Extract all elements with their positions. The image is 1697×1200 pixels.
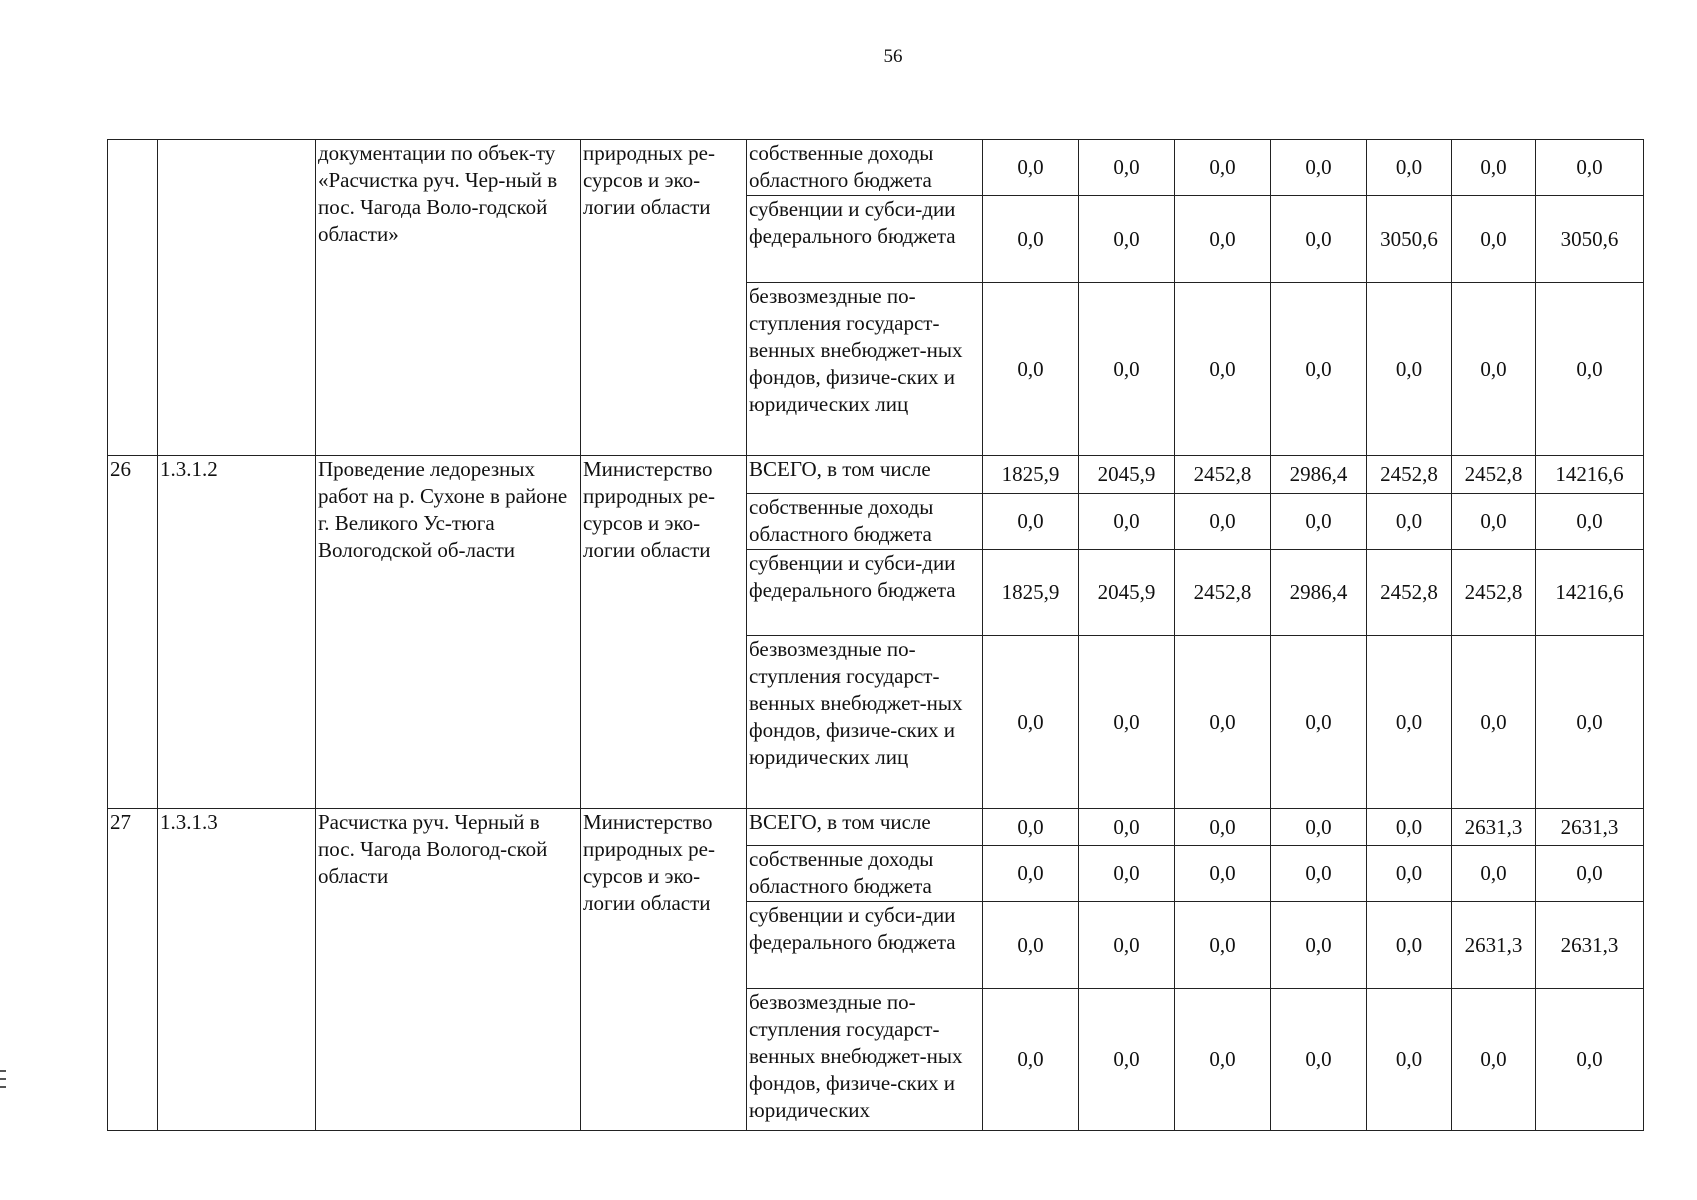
value-cell: 0,0 — [1175, 494, 1271, 550]
row-code-cell: 1.3.1.2 — [158, 456, 316, 809]
activity-name-cell: Расчистка руч. Черный в пос. Чагода Вологод-ской области — [316, 809, 581, 1131]
budget-table — [107, 139, 1644, 1131]
value-cell: 0,0 — [1367, 809, 1452, 846]
value-cell: 0,0 — [1271, 494, 1367, 550]
value-cell: 0,0 — [983, 283, 1079, 456]
value-cell: 0,0 — [983, 846, 1079, 902]
value-cell: 3050,6 — [1367, 196, 1452, 283]
value-cell: 0,0 — [1175, 140, 1271, 196]
value-cell: 2986,4 — [1271, 550, 1367, 636]
value-cell: 0,0 — [1452, 196, 1536, 283]
row-code-cell — [158, 140, 316, 456]
table-body — [108, 140, 1644, 1131]
value-cell: 0,0 — [1536, 989, 1644, 1131]
row-number-cell — [108, 140, 158, 456]
value-cell: 2045,9 — [1079, 456, 1175, 494]
scan-edge-mark — [0, 1086, 6, 1088]
value-cell: 2452,8 — [1367, 550, 1452, 636]
value-cell: 0,0 — [1536, 636, 1644, 809]
funding-source-cell: субвенции и субси-дии федерального бюджета — [747, 196, 983, 283]
value-cell: 0,0 — [1452, 140, 1536, 196]
table-row — [108, 456, 1644, 494]
value-cell: 0,0 — [1079, 809, 1175, 846]
value-cell: 0,0 — [1175, 846, 1271, 902]
funding-source-cell: ВСЕГО, в том числе — [747, 456, 983, 494]
value-cell: 2631,3 — [1452, 902, 1536, 989]
value-cell: 0,0 — [1175, 989, 1271, 1131]
value-cell: 0,0 — [1536, 283, 1644, 456]
value-cell: 0,0 — [1175, 902, 1271, 989]
value-cell: 0,0 — [1271, 140, 1367, 196]
value-cell: 2452,8 — [1452, 456, 1536, 494]
value-cell: 0,0 — [1271, 636, 1367, 809]
value-cell: 2452,8 — [1175, 550, 1271, 636]
value-cell: 0,0 — [1175, 636, 1271, 809]
row-number-cell: 26 — [108, 456, 158, 809]
value-cell: 0,0 — [1079, 989, 1175, 1131]
funding-source-cell: безвозмездные по-ступления государст-венных внебюджет-ных фондов, физиче-ских и юридических лиц — [747, 636, 983, 809]
value-cell: 0,0 — [1079, 846, 1175, 902]
value-cell: 2045,9 — [1079, 550, 1175, 636]
value-cell: 0,0 — [1079, 494, 1175, 550]
page-number: 56 — [883, 46, 903, 67]
value-cell: 0,0 — [983, 989, 1079, 1131]
value-cell: 0,0 — [1271, 846, 1367, 902]
value-cell: 0,0 — [1452, 846, 1536, 902]
value-cell: 0,0 — [1367, 902, 1452, 989]
value-cell: 2631,3 — [1536, 809, 1644, 846]
executor-cell: природных ре-сурсов и эко-логии области — [581, 140, 747, 456]
value-cell: 0,0 — [1452, 989, 1536, 1131]
executor-cell: Министерство природных ре-сурсов и эко-логии области — [581, 809, 747, 1131]
value-cell: 0,0 — [1367, 140, 1452, 196]
value-cell: 2631,3 — [1536, 902, 1644, 989]
value-cell: 0,0 — [1271, 809, 1367, 846]
value-cell: 0,0 — [1452, 283, 1536, 456]
value-cell: 0,0 — [1175, 809, 1271, 846]
scan-edge-mark — [0, 1078, 6, 1080]
value-cell: 2452,8 — [1452, 550, 1536, 636]
value-cell: 0,0 — [1271, 989, 1367, 1131]
value-cell: 0,0 — [1452, 494, 1536, 550]
funding-source-cell: безвозмездные по-ступления государст-венных внебюджет-ных фондов, физиче-ских и юридических — [747, 989, 983, 1131]
value-cell: 0,0 — [1536, 494, 1644, 550]
value-cell: 0,0 — [983, 196, 1079, 283]
row-number-cell: 27 — [108, 809, 158, 1131]
funding-source-cell: безвозмездные по-ступления государст-венных внебюджет-ных фондов, физиче-ских и юридических лиц — [747, 283, 983, 456]
value-cell: 0,0 — [1271, 283, 1367, 456]
row-code-cell: 1.3.1.3 — [158, 809, 316, 1131]
table-row — [108, 140, 1644, 196]
funding-source-cell: собственные доходы областного бюджета — [747, 140, 983, 196]
value-cell: 0,0 — [1452, 636, 1536, 809]
scan-edge-mark — [0, 1070, 6, 1072]
value-cell: 3050,6 — [1536, 196, 1644, 283]
funding-source-cell: собственные доходы областного бюджета — [747, 494, 983, 550]
funding-source-cell: собственные доходы областного бюджета — [747, 846, 983, 902]
value-cell: 0,0 — [983, 902, 1079, 989]
value-cell: 0,0 — [1175, 283, 1271, 456]
value-cell: 0,0 — [983, 140, 1079, 196]
value-cell: 0,0 — [983, 809, 1079, 846]
value-cell: 14216,6 — [1536, 456, 1644, 494]
value-cell: 1825,9 — [983, 456, 1079, 494]
funding-source-cell: субвенции и субси-дии федерального бюджета — [747, 902, 983, 989]
value-cell: 0,0 — [1271, 196, 1367, 283]
value-cell: 0,0 — [1367, 989, 1452, 1131]
value-cell: 0,0 — [1079, 636, 1175, 809]
executor-cell: Министерство природных ре-сурсов и эко-логии области — [581, 456, 747, 809]
value-cell: 0,0 — [1079, 140, 1175, 196]
value-cell: 0,0 — [1079, 902, 1175, 989]
value-cell: 0,0 — [1536, 846, 1644, 902]
value-cell: 2452,8 — [1367, 456, 1452, 494]
value-cell: 0,0 — [1367, 636, 1452, 809]
value-cell: 0,0 — [1367, 494, 1452, 550]
funding-source-cell: ВСЕГО, в том числе — [747, 809, 983, 846]
value-cell: 2452,8 — [1175, 456, 1271, 494]
value-cell: 14216,6 — [1536, 550, 1644, 636]
value-cell: 0,0 — [1367, 846, 1452, 902]
value-cell: 1825,9 — [983, 550, 1079, 636]
funding-source-cell: субвенции и субси-дии федерального бюджета — [747, 550, 983, 636]
value-cell: 0,0 — [1271, 902, 1367, 989]
value-cell: 0,0 — [1536, 140, 1644, 196]
value-cell: 0,0 — [1175, 196, 1271, 283]
value-cell: 0,0 — [1079, 283, 1175, 456]
table-row — [108, 809, 1644, 846]
value-cell: 0,0 — [983, 636, 1079, 809]
activity-name-cell: Проведение ледорезных работ на р. Сухоне в районе г. Великого Ус-тюга Вологодской об-ласти — [316, 456, 581, 809]
value-cell: 0,0 — [983, 494, 1079, 550]
value-cell: 2631,3 — [1452, 809, 1536, 846]
value-cell: 0,0 — [1079, 196, 1175, 283]
value-cell: 2986,4 — [1271, 456, 1367, 494]
value-cell: 0,0 — [1367, 283, 1452, 456]
activity-name-cell: документации по объек-ту «Расчистка руч. Чер-ный в пос. Чагода Воло-годской области» — [316, 140, 581, 456]
